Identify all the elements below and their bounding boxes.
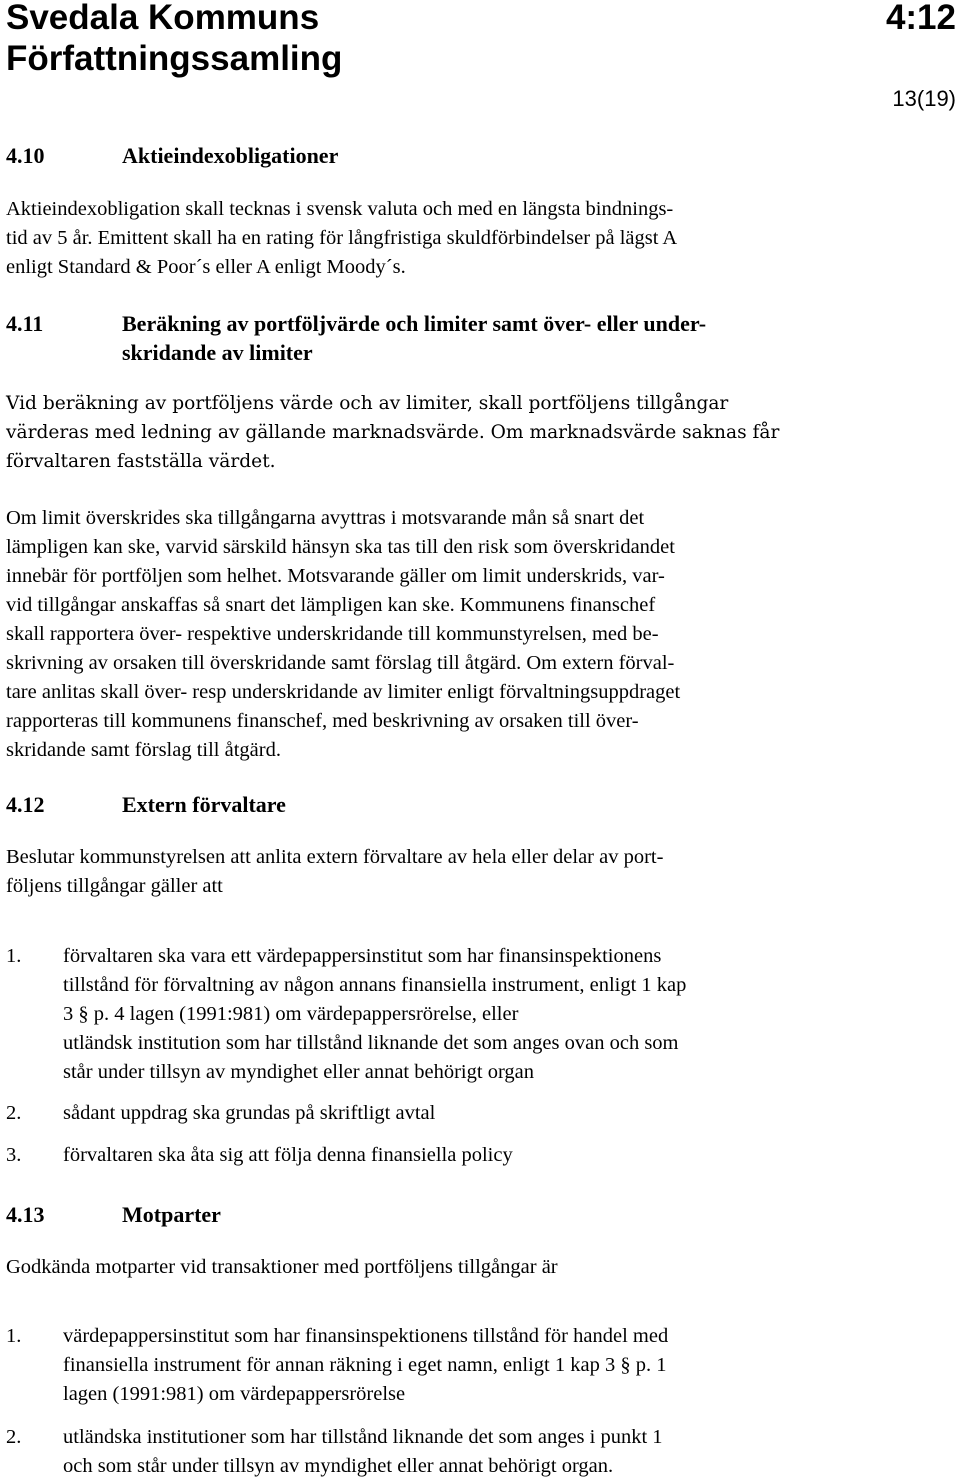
paragraph-line: förvaltaren fastställa värdet.: [6, 451, 276, 472]
list-item-line: finansiella instrument för annan räkning i eget namn, enligt 1 kap 3 § p. 1: [63, 1354, 667, 1376]
paragraph-line: följens tillgångar gäller att: [6, 875, 223, 897]
list-item-line: 3 § p. 4 lagen (1991:981) om värdepappersrörelse, eller: [63, 1003, 519, 1025]
list-item-number: 2.: [6, 1102, 22, 1124]
section-title-4-13: Motparter: [122, 1202, 221, 1227]
section-title-4-12: Extern förvaltare: [122, 792, 286, 817]
paragraph-line: innebär för portföljen som helhet. Motsvarande gäller om limit underskrids, var-: [6, 565, 665, 587]
paragraph-line: Aktieindexobligation skall tecknas i svensk valuta och med en längsta bindnings-: [6, 198, 674, 220]
list-item-line: och som står under tillsyn av myndighet eller annat behörigt organ.: [63, 1455, 614, 1477]
list-item-number: 3.: [6, 1144, 22, 1166]
section-number-4-10: 4.10: [6, 143, 45, 168]
document-code: 4:12: [885, 0, 956, 37]
paragraph-line: skridande samt förslag till åtgärd.: [6, 739, 281, 761]
list-item-line: tillstånd för förvaltning av någon annans finansiella instrument, enligt 1 kap: [63, 974, 687, 996]
list-item-number: 2.: [6, 1426, 22, 1448]
list-item-line: värdepappersinstitut som har finansinspektionens tillstånd för handel med: [63, 1325, 669, 1347]
list-item-line: lagen (1991:981) om värdepappersrörelse: [63, 1383, 406, 1405]
paragraph-line: Om limit överskrides ska tillgångarna avyttras i motsvarande mån så snart det: [6, 507, 645, 529]
list-item-line: förvaltaren ska vara ett värdepappersinstitut som har finansinspektionens: [63, 945, 662, 967]
paragraph-line: lämpligen kan ske, varvid särskild hänsyn ska tas till den risk som överskridandet: [6, 536, 675, 558]
section-title-4-11-cont: skridande av limiter: [122, 340, 313, 365]
list-item-line: sådant uppdrag ska grundas på skriftligt avtal: [63, 1102, 436, 1124]
section-number-4-12: 4.12: [6, 792, 45, 817]
section-title-4-11: Beräkning av portföljvärde och limiter samt över- eller under-: [122, 311, 707, 336]
paragraph-line: enligt Standard & Poor´s eller A enligt Moody´s.: [6, 256, 406, 278]
paragraph-line: skall rapportera över- respektive underskridande till kommunstyrelsen, med be-: [6, 623, 659, 645]
paragraph-line: vid tillgångar anskaffas så snart det lämpligen kan ske. Kommunens finanschef: [6, 594, 656, 616]
header-title-line1: Svedala Kommuns: [6, 0, 320, 37]
paragraph-line: skrivning av orsaken till överskridande samt förslag till åtgärd. Om extern förval-: [6, 652, 675, 674]
section-number-4-13: 4.13: [6, 1202, 45, 1227]
paragraph-line: tare anlitas skall över- resp underskridande av limiter enligt förvaltningsuppdraget: [6, 681, 681, 703]
list-item-number: 1.: [6, 1325, 22, 1347]
paragraph-line: Vid beräkning av portföljens värde och av limiter, skall portföljens tillgångar: [6, 393, 729, 414]
list-item-number: 1.: [6, 945, 22, 967]
section-number-4-11: 4.11: [6, 311, 44, 336]
paragraph-line: värderas med ledning av gällande marknadsvärde. Om marknadsvärde saknas får: [6, 422, 780, 443]
list-item-line: utländska institutioner som har tillstånd liknande det som anges i punkt 1: [63, 1426, 663, 1448]
paragraph-line: tid av 5 år. Emittent skall ha en rating för långfristiga skuldförbindelser på lägst A: [6, 227, 678, 249]
page-number: 13(19): [892, 86, 956, 111]
paragraph-line: rapporteras till kommunens finanschef, med beskrivning av orsaken till över-: [6, 710, 639, 732]
list-item-line: utländsk institution som har tillstånd liknande det som anges ovan och som: [63, 1032, 679, 1054]
header-title-line2: Författningssamling: [6, 39, 343, 78]
list-item-line: står under tillsyn av myndighet eller annat behörigt organ: [63, 1061, 534, 1083]
list-item-line: förvaltaren ska åta sig att följa denna finansiella policy: [63, 1144, 513, 1166]
paragraph-line: Godkända motparter vid transaktioner med portföljens tillgångar är: [6, 1256, 558, 1278]
paragraph-line: Beslutar kommunstyrelsen att anlita extern förvaltare av hela eller delar av port-: [6, 846, 664, 868]
section-title-4-10: Aktieindexobligationer: [122, 143, 339, 168]
